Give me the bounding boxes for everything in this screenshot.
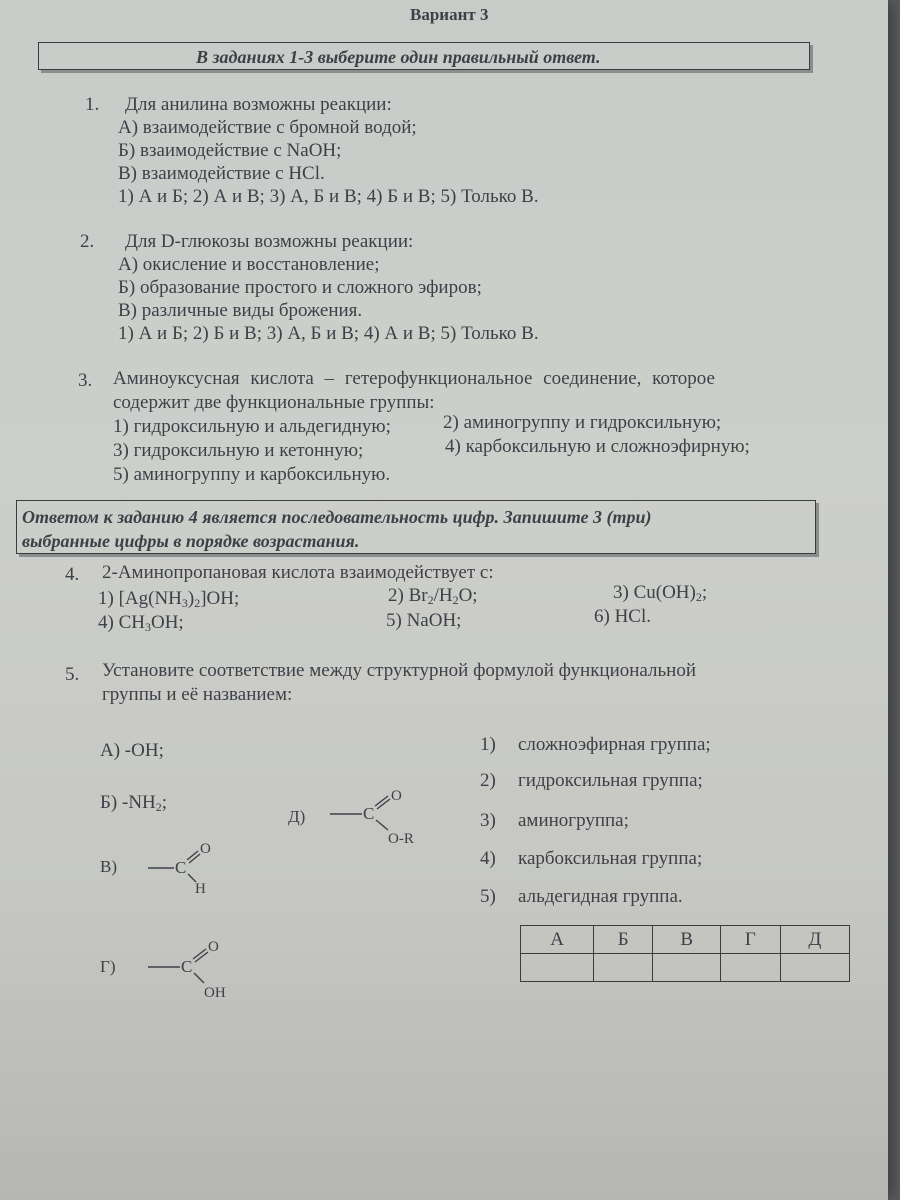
q5-label-v: В) (100, 857, 117, 876)
q4-option-5: 5) NaOH; (386, 610, 462, 631)
svg-text:C: C (181, 957, 193, 976)
q5-name-text: альдегидная группа. (518, 886, 683, 907)
answer-cell-v[interactable] (653, 954, 721, 982)
answer-table-header-row (521, 926, 850, 954)
answer-table-header: В (653, 926, 721, 954)
instruction-2-line1: Ответом к заданию 4 является последовательность цифр. Запишите 3 (три) (22, 507, 652, 527)
q3-text-line2: содержит две функциональные группы: (113, 392, 435, 413)
answer-cell-b[interactable] (594, 954, 653, 982)
svg-text:OH: OH (204, 985, 226, 1001)
q3-option-5: 5) аминогруппу и карбоксильную. (113, 464, 391, 485)
answer-table-header: Г (721, 926, 780, 954)
carboxyl-structure (140, 935, 250, 1010)
q3-option-3: 3) гидроксильную и кетонную; (113, 440, 364, 461)
q1-option-c: В) взаимодействие с HCl. (118, 163, 325, 184)
q5-number: 5. (65, 664, 80, 685)
q1-option-a: А) взаимодействие с бромной водой; (118, 117, 417, 138)
variant-title: Вариант 3 (410, 5, 489, 24)
answer-table-header: Б (594, 926, 653, 954)
q5-text-line2: группы и её названием: (102, 684, 293, 705)
answer-cell-d[interactable] (780, 954, 849, 982)
q3-option-4: 4) карбоксильную и сложноэфирную; (445, 436, 750, 457)
instruction-2-line2: выбранные цифры в порядке возрастания. (22, 531, 360, 551)
aldehyde-structure (140, 836, 230, 901)
q1-text: Для анилина возможны реакции: (125, 94, 392, 115)
q5-name-text: гидроксильная группа; (518, 770, 703, 791)
q4-option-6: 6) HCl. (594, 606, 651, 627)
q5-name-number: 3) (480, 810, 496, 831)
svg-text:O-R: O-R (388, 831, 414, 847)
q4-number: 4. (65, 564, 80, 585)
q5-label-g: Г) (100, 957, 116, 976)
q4-option-4: 4) $CH_3OH$; (98, 612, 184, 634)
q2-option-c: В) различные виды брожения. (118, 300, 363, 321)
q3-text-line1: Аминоуксусная кислота – гетерофункциональное соединение, которое (113, 368, 715, 389)
svg-text:C: C (363, 804, 375, 823)
svg-text:H: H (195, 881, 206, 897)
answer-table-input-row (521, 954, 850, 982)
q3-number: 3. (78, 370, 93, 391)
q5-formula-a: А) -OH; (100, 740, 164, 761)
svg-text:O: O (391, 788, 402, 804)
answer-cell-a[interactable] (521, 954, 594, 982)
q5-text-line1: Установите соответствие между структурной формулой функциональной (102, 660, 697, 681)
q1-option-b: Б) взаимодействие с NaOH; (118, 140, 342, 161)
instruction-1-text: В заданиях 1-3 выберите один правильный ответ. (196, 47, 601, 67)
answer-cell-g[interactable] (721, 954, 780, 982)
q2-number: 2. (80, 231, 95, 252)
svg-text:O: O (200, 841, 211, 857)
q2-option-b: Б) образование простого и сложного эфиров; (118, 277, 482, 298)
q4-option-3: 3) $Cu(OH)_2$; (613, 582, 708, 604)
answer-table-header: А (521, 926, 594, 954)
q5-name-text: карбоксильная группа; (518, 848, 703, 869)
q4-option-2: 2) $Br_2/H_2O$; (388, 585, 478, 607)
q5-name-number: 4) (480, 848, 496, 869)
svg-text:O: O (208, 939, 219, 955)
answer-table-header: Д (780, 926, 849, 954)
q4-option-1: 1) $[Ag(NH_3)_2]OH$; (98, 588, 240, 610)
q5-name-text: аминогруппа; (518, 810, 629, 831)
q5-name-number: 5) (480, 886, 496, 907)
q3-option-2: 2) аминогруппу и гидроксильную; (443, 412, 722, 433)
q2-option-a: А) окисление и восстановление; (118, 254, 380, 275)
q1-answers: 1) А и Б; 2) А и В; 3) А, Б и В; 4) Б и В; 5) Только В. (118, 186, 539, 207)
q1-number: 1. (85, 94, 100, 115)
answer-table (520, 925, 850, 982)
q5-name-number: 2) (480, 770, 496, 791)
q2-answers: 1) А и Б; 2) Б и В; 3) А, Б и В; 4) А и В; 5) Только В. (118, 323, 539, 344)
q3-option-1: 1) гидроксильную и альдегидную; (113, 416, 391, 437)
q4-text: 2-Аминопропановая кислота взаимодействует с: (102, 562, 494, 583)
q5-name-number: 1) (480, 734, 496, 755)
svg-text:C: C (175, 858, 187, 877)
q2-text: Для D-глюкозы возможны реакции: (125, 231, 414, 252)
q5-formula-b: Б) $-NH_2$; (100, 792, 168, 814)
q5-name-text: сложноэфирная группа; (518, 734, 711, 755)
q5-label-d: Д) (288, 807, 306, 826)
ester-structure (322, 784, 452, 859)
